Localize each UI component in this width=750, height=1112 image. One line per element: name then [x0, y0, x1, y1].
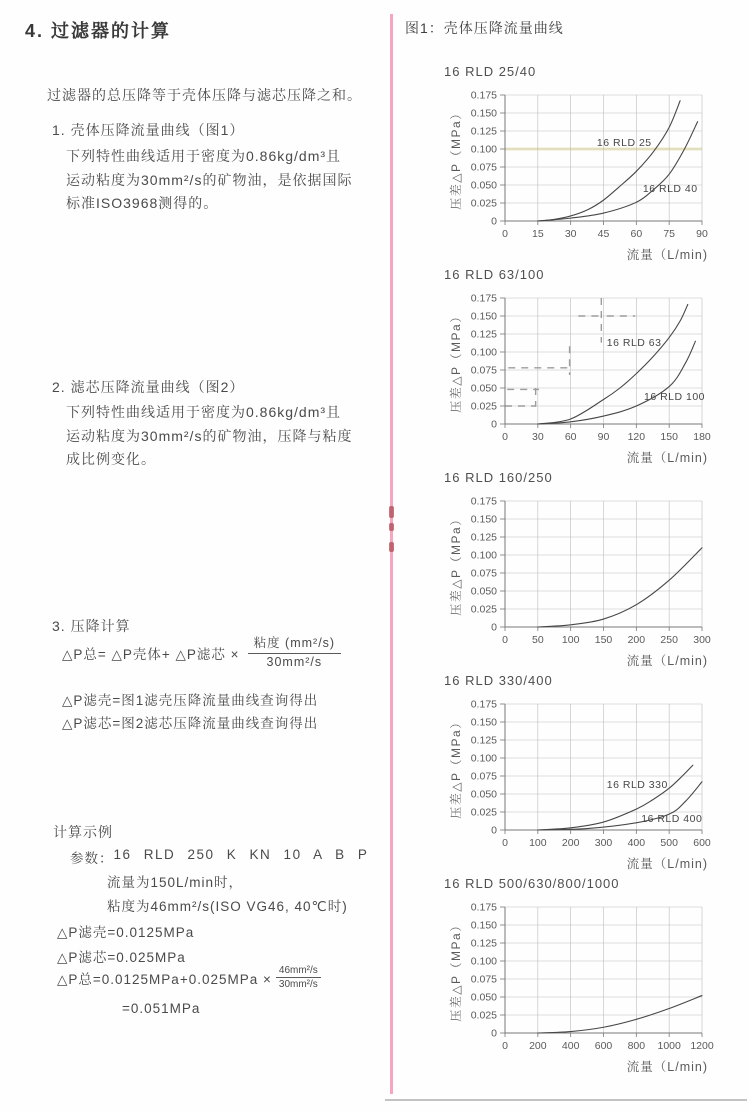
svg-text:45: 45: [597, 228, 610, 240]
svg-text:600: 600: [594, 1040, 613, 1052]
svg-text:0.175: 0.175: [470, 901, 497, 914]
svg-text:0: 0: [502, 1040, 508, 1052]
svg-text:0.100: 0.100: [470, 549, 497, 562]
svg-text:300: 300: [594, 837, 613, 849]
fraction-denominator: 30mm²/s: [266, 654, 323, 669]
formula-note-2: △P滤芯=图2滤芯压降流量曲线查询得出: [62, 716, 319, 731]
svg-text:1200: 1200: [690, 1040, 714, 1052]
svg-text:500: 500: [660, 837, 678, 849]
svg-text:0: 0: [502, 431, 508, 443]
svg-text:16 RLD 100: 16 RLD 100: [643, 391, 706, 404]
svg-text:流量（L/min): 流量（L/min): [626, 857, 708, 871]
svg-text:180: 180: [693, 431, 711, 443]
param-value: 16 RLD 250 K KN 10 A B P: [113, 847, 369, 862]
svg-text:90: 90: [597, 431, 610, 443]
svg-text:0: 0: [502, 634, 508, 646]
svg-text:0.075: 0.075: [470, 161, 497, 174]
svg-text:0: 0: [502, 228, 508, 240]
formula-lhs: △P总= △P壳体+ △P滤芯 ×: [62, 647, 240, 663]
pressure-drop-formula: [62, 636, 341, 670]
svg-text:0.150: 0.150: [470, 716, 497, 729]
svg-text:300: 300: [693, 634, 711, 646]
svg-text:16 RLD 400: 16 RLD 400: [641, 813, 703, 826]
svg-text:16 RLD 40: 16 RLD 40: [642, 183, 698, 196]
svg-text:30: 30: [564, 228, 577, 240]
svg-text:1000: 1000: [657, 1040, 681, 1052]
page-title: 4. 过滤器的计算: [25, 21, 172, 41]
svg-text:0.175: 0.175: [470, 698, 497, 711]
svg-text:0: 0: [491, 418, 497, 431]
svg-text:0.100: 0.100: [470, 752, 497, 765]
total-fraction: [276, 965, 321, 991]
svg-text:16 RLD 63: 16 RLD 63: [606, 337, 662, 350]
chart-16-rld-330-400: [440, 673, 750, 882]
svg-text:0.075: 0.075: [470, 567, 497, 580]
svg-text:400: 400: [561, 1040, 580, 1052]
svg-text:250: 250: [660, 634, 678, 646]
svg-text:0.025: 0.025: [470, 197, 497, 210]
svg-text:0.125: 0.125: [470, 531, 497, 544]
svg-text:压差△P（MPa）: 压差△P（MPa）: [449, 715, 463, 819]
svg-text:0: 0: [491, 215, 497, 228]
example-condition-2: 粘度为46mm²/s(ISO VG46, 40℃时): [107, 899, 348, 914]
svg-text:0: 0: [502, 837, 508, 849]
formula-fraction: [248, 636, 342, 670]
svg-text:200: 200: [529, 1040, 547, 1052]
svg-text:流量（L/min): 流量（L/min): [626, 248, 708, 262]
page-bottom-rule: [385, 1099, 747, 1101]
svg-text:0: 0: [491, 621, 497, 634]
svg-text:0.150: 0.150: [470, 107, 497, 120]
chart-canvas: [440, 84, 750, 273]
svg-text:0.150: 0.150: [470, 919, 497, 932]
example-heading: 计算示例: [53, 824, 113, 840]
svg-text:0.075: 0.075: [470, 364, 497, 377]
svg-text:0.100: 0.100: [470, 955, 497, 968]
svg-text:流量（L/min): 流量（L/min): [626, 654, 708, 668]
chart-title: 16 RLD 330/400: [444, 673, 553, 688]
svg-text:90: 90: [696, 228, 708, 240]
svg-text:0.175: 0.175: [470, 292, 497, 305]
section1-heading: 1. 壳体压降流量曲线（图1）: [52, 122, 245, 138]
svg-text:50: 50: [531, 634, 544, 646]
svg-text:0.025: 0.025: [470, 603, 497, 616]
section1-body: [66, 145, 352, 216]
section2-heading: 2. 滤芯压降流量曲线（图2）: [52, 379, 245, 395]
chart-canvas: [440, 896, 750, 1085]
section3-heading: 3. 压降计算: [52, 618, 131, 634]
chart-16-rld-25-40: [440, 64, 750, 273]
svg-text:压差△P（MPa）: 压差△P（MPa）: [449, 918, 463, 1022]
example-condition-1: 流量为150L/min时，: [107, 875, 244, 890]
chart-canvas: [440, 693, 750, 882]
svg-text:60: 60: [630, 228, 643, 240]
example-total-formula: [57, 965, 321, 991]
svg-text:压差△P（MPa）: 压差△P（MPa）: [449, 309, 463, 413]
svg-text:100: 100: [561, 634, 580, 646]
svg-text:120: 120: [627, 431, 646, 443]
fraction-denominator: 30mm²/s: [278, 979, 318, 990]
svg-text:压差△P（MPa）: 压差△P（MPa）: [449, 106, 463, 210]
svg-text:0.025: 0.025: [470, 806, 497, 819]
total-lhs: △P总=0.0125MPa+0.025MPa ×: [57, 972, 272, 987]
chart-canvas: [440, 490, 750, 679]
example-result-1: △P滤壳=0.0125MPa: [57, 925, 195, 940]
svg-text:0.050: 0.050: [470, 788, 497, 801]
svg-text:0.050: 0.050: [470, 382, 497, 395]
chart-canvas: [440, 287, 750, 476]
svg-text:0.125: 0.125: [470, 734, 497, 747]
svg-text:0.075: 0.075: [470, 770, 497, 783]
svg-text:0.100: 0.100: [470, 346, 497, 359]
svg-text:0.125: 0.125: [470, 937, 497, 950]
svg-text:75: 75: [663, 228, 676, 240]
divider-ink-mark: [389, 506, 394, 518]
figure1-header: 图1：壳体压降流量曲线: [405, 20, 564, 36]
svg-text:0.025: 0.025: [470, 400, 497, 413]
fraction-numerator: 粘度 (mm²/s): [248, 636, 342, 654]
column-divider-line: [390, 14, 393, 1094]
svg-text:0.050: 0.050: [470, 991, 497, 1004]
svg-text:150: 150: [594, 634, 613, 646]
svg-text:0.050: 0.050: [470, 585, 497, 598]
svg-text:0.150: 0.150: [470, 513, 497, 526]
svg-text:400: 400: [627, 837, 646, 849]
body-line: 运动粘度为30mm²/s的矿物油，是依据国际: [66, 171, 353, 188]
chart-16-rld-500-1000: [440, 876, 750, 1085]
chart-title: 16 RLD 63/100: [444, 267, 545, 282]
body-line: 成比例变化。: [66, 451, 156, 467]
param-label: 参数：: [70, 851, 114, 866]
svg-text:压差△P（MPa）: 压差△P（MPa）: [449, 512, 463, 616]
svg-text:150: 150: [660, 431, 678, 443]
svg-text:0.125: 0.125: [470, 328, 497, 341]
svg-text:100: 100: [529, 837, 547, 849]
svg-text:0.025: 0.025: [470, 1009, 497, 1022]
chart-title: 16 RLD 500/630/800/1000: [444, 876, 620, 891]
svg-text:15: 15: [531, 228, 544, 240]
formula-note-1: △P滤壳=图1滤壳压降流量曲线查询得出: [62, 693, 319, 708]
svg-text:16 RLD 25: 16 RLD 25: [596, 137, 652, 150]
svg-text:800: 800: [627, 1040, 646, 1052]
svg-text:0: 0: [491, 824, 497, 837]
svg-text:0.125: 0.125: [470, 125, 497, 138]
svg-text:0.175: 0.175: [470, 89, 497, 102]
section2-body: [66, 401, 352, 472]
chart-title: 16 RLD 25/40: [444, 64, 537, 79]
body-line: 标准ISO3968测得的。: [66, 195, 219, 211]
example-final-result: =0.051MPa: [122, 1001, 201, 1016]
svg-text:200: 200: [561, 837, 580, 849]
divider-ink-mark: [389, 542, 394, 552]
body-line: 下列特性曲线适用于密度为0.86kg/dm³且: [66, 404, 342, 420]
chart-16-rld-63-100: [440, 267, 750, 476]
svg-text:30: 30: [531, 431, 544, 443]
svg-text:0.075: 0.075: [470, 973, 497, 986]
chart-title: 16 RLD 160/250: [444, 470, 553, 485]
fraction-numerator: 46mm²/s: [276, 965, 321, 978]
example-params: [70, 847, 368, 867]
svg-text:200: 200: [627, 634, 646, 646]
svg-text:600: 600: [693, 837, 711, 849]
svg-text:0.100: 0.100: [470, 143, 497, 156]
svg-text:16 RLD 330: 16 RLD 330: [606, 779, 668, 792]
body-line: 下列特性曲线适用于密度为0.86kg/dm³且: [66, 148, 342, 164]
svg-text:流量（L/min): 流量（L/min): [626, 1060, 708, 1074]
svg-text:60: 60: [564, 431, 577, 443]
svg-text:0: 0: [491, 1027, 497, 1040]
svg-text:0.050: 0.050: [470, 179, 497, 192]
svg-text:流量（L/min): 流量（L/min): [626, 451, 708, 465]
svg-text:0.150: 0.150: [470, 310, 497, 323]
svg-text:0.175: 0.175: [470, 495, 497, 508]
body-line: 运动粘度为30mm²/s的矿物油，压降与粘度: [66, 427, 353, 444]
chart-16-rld-160-250: [440, 470, 750, 679]
example-result-2: △P滤芯=0.025MPa: [57, 950, 186, 965]
divider-ink-mark: [389, 523, 394, 531]
intro-text: 过滤器的总压降等于壳体压降与滤芯压降之和。: [47, 87, 362, 103]
